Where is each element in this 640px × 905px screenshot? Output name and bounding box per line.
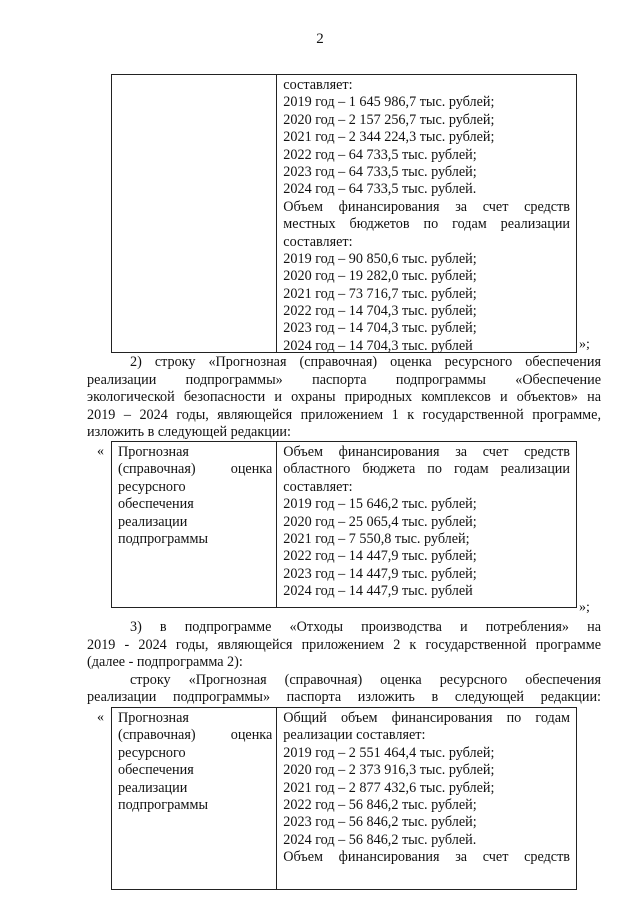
paragraph-line: строку «Прогнозная (справочная) оценка ресурсного обеспечения [130, 671, 601, 688]
table3-label-line: обеспечения [118, 762, 194, 779]
table1-line: 2022 год – 64 733,5 тыс. рублей; [283, 146, 477, 163]
table3-right-cell [277, 708, 576, 889]
paragraph-line: 3) в подпрограмме «Отходы производства и потребления» на [130, 619, 601, 635]
table2-line: 2019 год – 15 646,2 тыс. рублей; [283, 496, 477, 513]
table2-right-cell [277, 442, 576, 607]
paragraph-line: 2019 - 2024 годы, являющейся приложением 2 к государственной программе [87, 636, 601, 653]
paragraph-line: (далее - подпрограмма 2): [87, 654, 243, 670]
paragraph-line: изложить в следующей редакции: [87, 424, 291, 440]
table3-label-line: ресурсного [118, 744, 186, 761]
table2-label-line: реализации [118, 513, 188, 530]
paragraph-line: 2019 – 2024 годы, являющейся приложением 1 к государственной программе, [87, 406, 601, 423]
table1-line: 2024 год – 64 733,5 тыс. рублей. [283, 181, 477, 198]
table2-close-quote: »; [579, 600, 590, 615]
table2-label-line: (справочная) оценка [118, 461, 273, 478]
table1-line: местных бюджетов по годам реализации [283, 216, 570, 233]
table2-line: составляет: [283, 478, 353, 495]
table1-line: составляет: [283, 233, 353, 250]
table1-line: 2021 год – 73 716,7 тыс. рублей; [283, 285, 477, 302]
table3-left-cell [112, 708, 277, 889]
table2-label-line: ресурсного [118, 478, 186, 495]
table3-label-line: реализации [118, 779, 188, 796]
table3-line: Объем финансирования за счет средств [283, 849, 570, 866]
table2-line: 2024 год – 14 447,9 тыс. рублей [283, 583, 473, 600]
table2-open-quote: « [97, 444, 104, 459]
funding-table-3 [111, 707, 577, 890]
table3-line: 2020 год – 2 373 916,3 тыс. рублей; [283, 762, 495, 779]
funding-table-1 [111, 74, 577, 353]
table3-line: 2022 год – 56 846,2 тыс. рублей; [283, 796, 477, 813]
table1-line: 2023 год – 64 733,5 тыс. рублей; [283, 163, 477, 180]
table1-line: 2024 год – 14 704,3 тыс. рублей [283, 337, 473, 354]
table2-left-cell [112, 442, 277, 607]
paragraph-3 [87, 619, 601, 707]
table2-line: Объем финансирования за счет средств [283, 444, 570, 460]
table3-open-quote: « [97, 710, 104, 725]
table1-line: 2019 год – 90 850,6 тыс. рублей; [283, 250, 477, 267]
table1-line: 2020 год – 2 157 256,7 тыс. рублей; [283, 111, 495, 128]
table2-label-line: обеспечения [118, 496, 194, 513]
table3-line: реализации составляет: [283, 727, 426, 744]
table1-line: 2021 год – 2 344 224,3 тыс. рублей; [283, 129, 495, 146]
table2-line: 2021 год – 7 550,8 тыс. рублей; [283, 530, 470, 547]
table1-line: 2022 год – 14 704,3 тыс. рублей; [283, 303, 477, 320]
table3-line: 2019 год – 2 551 464,4 тыс. рублей; [283, 744, 495, 761]
table3-label-line: подпрограммы [118, 796, 208, 813]
paragraph-line: реализации подпрограммы» паспорта подпрограммы «Обеспечение [87, 371, 601, 388]
table1-right-cell [277, 75, 576, 352]
table1-line: Объем финансирования за счет средств [283, 198, 570, 215]
table1-line: 2023 год – 14 704,3 тыс. рублей; [283, 320, 477, 337]
table2-line: 2020 год – 25 065,4 тыс. рублей; [283, 513, 477, 530]
page-number: 2 [316, 31, 324, 47]
funding-table-2 [111, 441, 577, 608]
table2-label-line: Прогнозная [118, 444, 189, 460]
paragraph-2 [87, 354, 601, 442]
table3-line: Общий объем финансирования по годам [283, 710, 570, 726]
table2-line: областного бюджета по годам реализации [283, 461, 570, 478]
table1-line: составляет: [283, 77, 353, 93]
paragraph-line: экологической безопасности и охраны природных комплексов и объектов» на [87, 389, 601, 405]
table1-close-quote: »; [579, 337, 590, 352]
table3-line: 2024 год – 56 846,2 тыс. рублей. [283, 831, 477, 848]
table1-line: 2020 год – 19 282,0 тыс. рублей; [283, 268, 477, 285]
table3-line: 2021 год – 2 877 432,6 тыс. рублей; [283, 779, 495, 796]
table1-line: 2019 год – 1 645 986,7 тыс. рублей; [283, 94, 495, 111]
paragraph-line: реализации подпрограммы» паспорта изложить в следующей редакции: [87, 689, 601, 705]
table3-label-line: (справочная) оценка [118, 727, 273, 744]
table2-line: 2023 год – 14 447,9 тыс. рублей; [283, 565, 477, 582]
table3-label-line: Прогнозная [118, 710, 189, 726]
table3-line: 2023 год – 56 846,2 тыс. рублей; [283, 814, 477, 831]
table1-left-cell [112, 75, 277, 352]
paragraph-line: 2) строку «Прогнозная (справочная) оценка ресурсного обеспечения [130, 354, 601, 370]
table2-line: 2022 год – 14 447,9 тыс. рублей; [283, 548, 477, 565]
table2-label-line: подпрограммы [118, 530, 208, 547]
